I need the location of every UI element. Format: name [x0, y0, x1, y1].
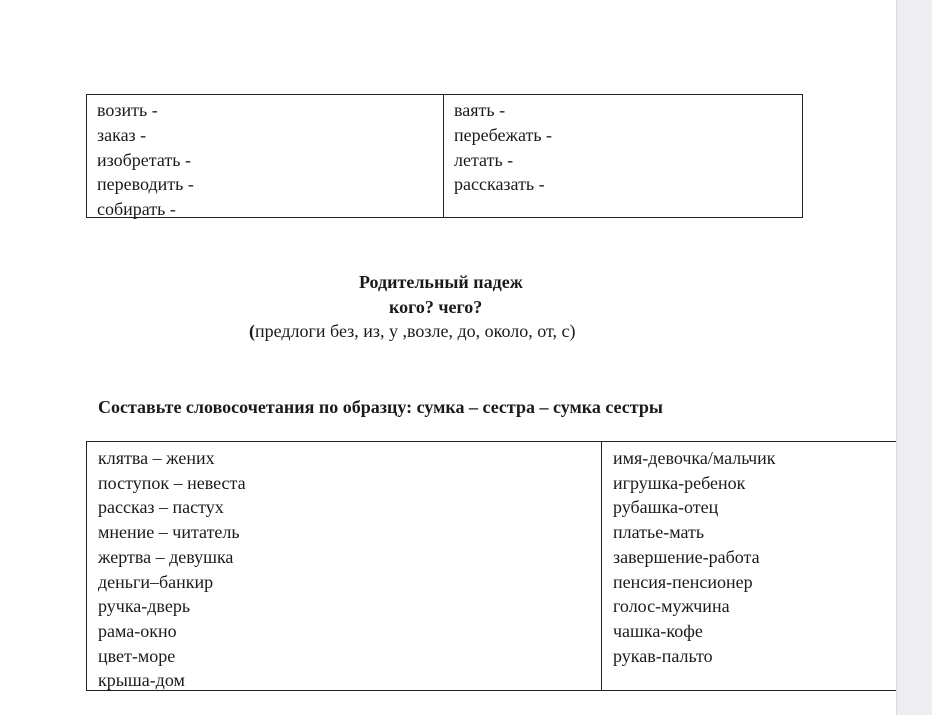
table-cell-line: переводить -: [97, 174, 194, 195]
table-cell-line: деньги–банкир: [98, 571, 214, 592]
table-cell-line: жертва – девушка: [98, 546, 234, 567]
table-cell-line: игрушка-ребенок: [613, 472, 746, 493]
phrases-table: [86, 441, 906, 691]
phrases-table-right-column: [602, 442, 906, 690]
table-cell-line: мнение – читатель: [98, 522, 240, 543]
verbs-table-right-column: [444, 95, 802, 217]
table-cell-line: голос-мужчина: [613, 596, 730, 617]
table-cell-line: поступок – невеста: [98, 472, 246, 493]
table-cell-line: рубашка-отец: [613, 497, 719, 518]
phrases-table-left-column: [87, 442, 602, 690]
table-cell-line: рассказать -: [454, 174, 545, 195]
section-questions: кого? чего?: [389, 297, 483, 317]
table-cell-line: возить -: [97, 100, 158, 120]
table-cell-line: изобретать -: [97, 149, 191, 170]
table-cell-line: крыша-дом: [98, 670, 185, 691]
table-cell-line: пенсия-пенсионер: [613, 571, 753, 592]
table-cell-line: ваять -: [454, 100, 506, 120]
table-cell-line: заказ -: [97, 124, 147, 145]
table-cell-line: ручка-дверь: [98, 596, 191, 617]
table-cell-line: рама-окно: [98, 620, 177, 641]
verbs-table-left-column: [87, 95, 444, 220]
table-cell-line: летать -: [454, 149, 514, 170]
table-cell-line: цвет-море: [98, 645, 176, 666]
table-cell-line: имя-девочка/мальчик: [613, 448, 776, 468]
table-cell-line: клятва – жених: [98, 448, 215, 468]
prepositions-open-paren: (: [249, 321, 255, 341]
table-cell-line: собирать -: [97, 199, 176, 220]
table-cell-line: чашка-кофе: [613, 620, 703, 641]
table-cell-line: завершение-работа: [613, 546, 760, 567]
prepositions-text: предлоги без, из, у ,возле, до, около, от, с): [255, 321, 576, 341]
verbs-table: [86, 94, 803, 218]
section-prepositions: [249, 319, 575, 343]
table-cell-line: перебежать -: [454, 124, 553, 145]
section-title: Родительный падеж: [359, 272, 523, 292]
table-cell-line: рукав-пальто: [613, 645, 713, 666]
viewer-side-panel: [896, 0, 932, 715]
table-cell-line: платье-мать: [613, 522, 705, 543]
table-cell-line: рассказ – пастух: [98, 497, 224, 518]
task-instruction: Составьте словосочетания по образцу: сумка – сестра – сумка сестры: [98, 397, 663, 417]
